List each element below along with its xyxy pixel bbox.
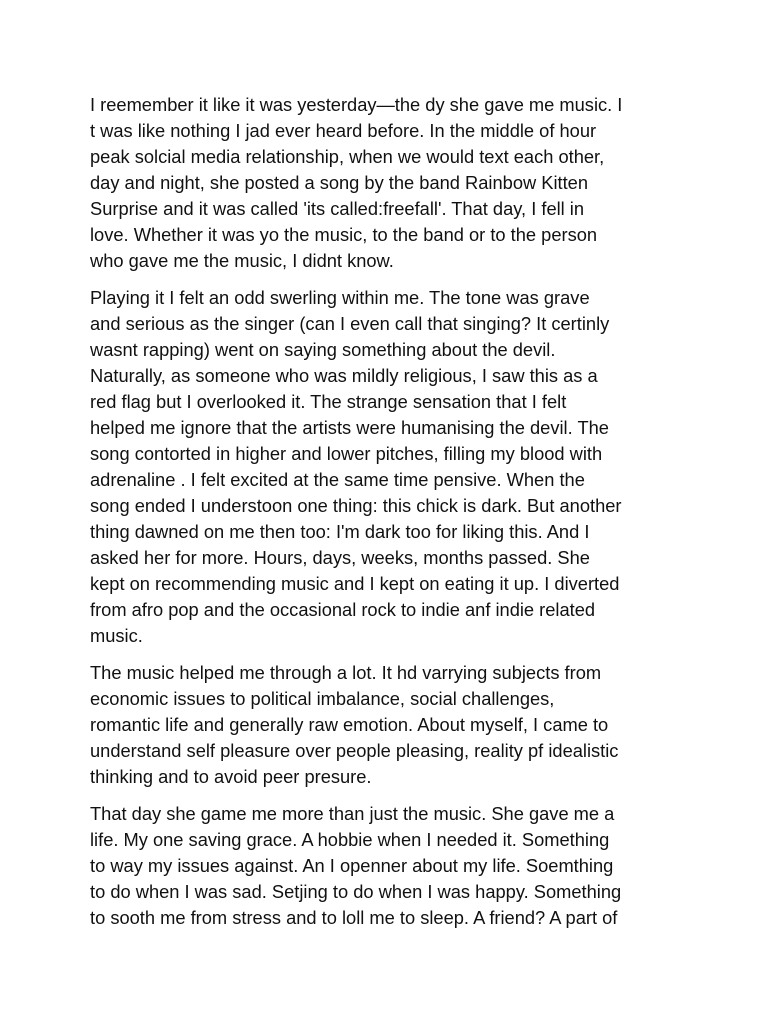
text-line: I reemember it like it was yesterday—the dy she gave me music. I <box>90 94 623 115</box>
text-line: Naturally, as someone who was mildly religious, I saw this as a <box>90 365 598 386</box>
text-line: red flag but I overlooked it. The strange sensation that I felt <box>90 391 567 412</box>
text-line: adrenaline . I felt excited at the same time pensive. When the <box>90 469 585 490</box>
text-line: asked her for more. Hours, days, weeks, months passed. She <box>90 547 590 568</box>
paragraph-3 <box>90 660 680 790</box>
paragraph-4 <box>90 801 680 931</box>
text-line: t was like nothing I jad ever heard before. In the middle of hour <box>90 120 597 141</box>
text-line: to way my issues against. An I openner about my life. Soemthing <box>90 855 614 876</box>
text-line: life. My one saving grace. A hobbie when I needed it. Something <box>90 829 610 850</box>
text-line: understand self pleasure over people pleasing, reality pf idealistic <box>90 740 619 761</box>
text-line: who gave me the music, I didnt know. <box>90 250 394 271</box>
text-line: That day she game me more than just the music. She gave me a <box>90 803 615 824</box>
text-line: wasnt rapping) went on saying something about the devil. <box>90 339 556 360</box>
text-line: and serious as the singer (can I even call that singing? It certinly <box>90 313 610 334</box>
text-line: Playing it I felt an odd swerling within me. The tone was grave <box>90 287 590 308</box>
text-line: to sooth me from stress and to loll me to sleep. A friend? A part of <box>90 907 618 928</box>
text-line: helped me ignore that the artists were humanising the devil. The <box>90 417 609 438</box>
text-line: peak solcial media relationship, when we would text each other, <box>90 146 605 167</box>
text-line: from afro pop and the occasional rock to indie anf indie related <box>90 599 596 620</box>
text-line: economic issues to political imbalance, social challenges, <box>90 688 555 709</box>
paragraph-1 <box>90 92 680 274</box>
text-line: song ended I understoon one thing: this chick is dark. But another <box>90 495 622 516</box>
text-line: love. Whether it was yo the music, to the band or to the person <box>90 224 598 245</box>
text-line: to do when I was sad. Setjing to do when I was happy. Something <box>90 881 622 902</box>
text-line: Surprise and it was called 'its called:freefall'. That day, I fell in <box>90 198 585 219</box>
text-line: song contorted in higher and lower pitches, filling my blood with <box>90 443 603 464</box>
paragraph-2 <box>90 285 680 649</box>
text-line: The music helped me through a lot. It hd varrying subjects from <box>90 662 602 683</box>
text-line: thinking and to avoid peer presure. <box>90 766 372 787</box>
text-line: day and night, she posted a song by the band Rainbow Kitten <box>90 172 589 193</box>
text-line: music. <box>90 625 143 646</box>
text-line: romantic life and generally raw emotion. About myself, I came to <box>90 714 609 735</box>
document-body <box>90 92 680 942</box>
text-line: thing dawned on me then too: I'm dark too for liking this. And I <box>90 521 590 542</box>
text-line: kept on recommending music and I kept on eating it up. I diverted <box>90 573 620 594</box>
